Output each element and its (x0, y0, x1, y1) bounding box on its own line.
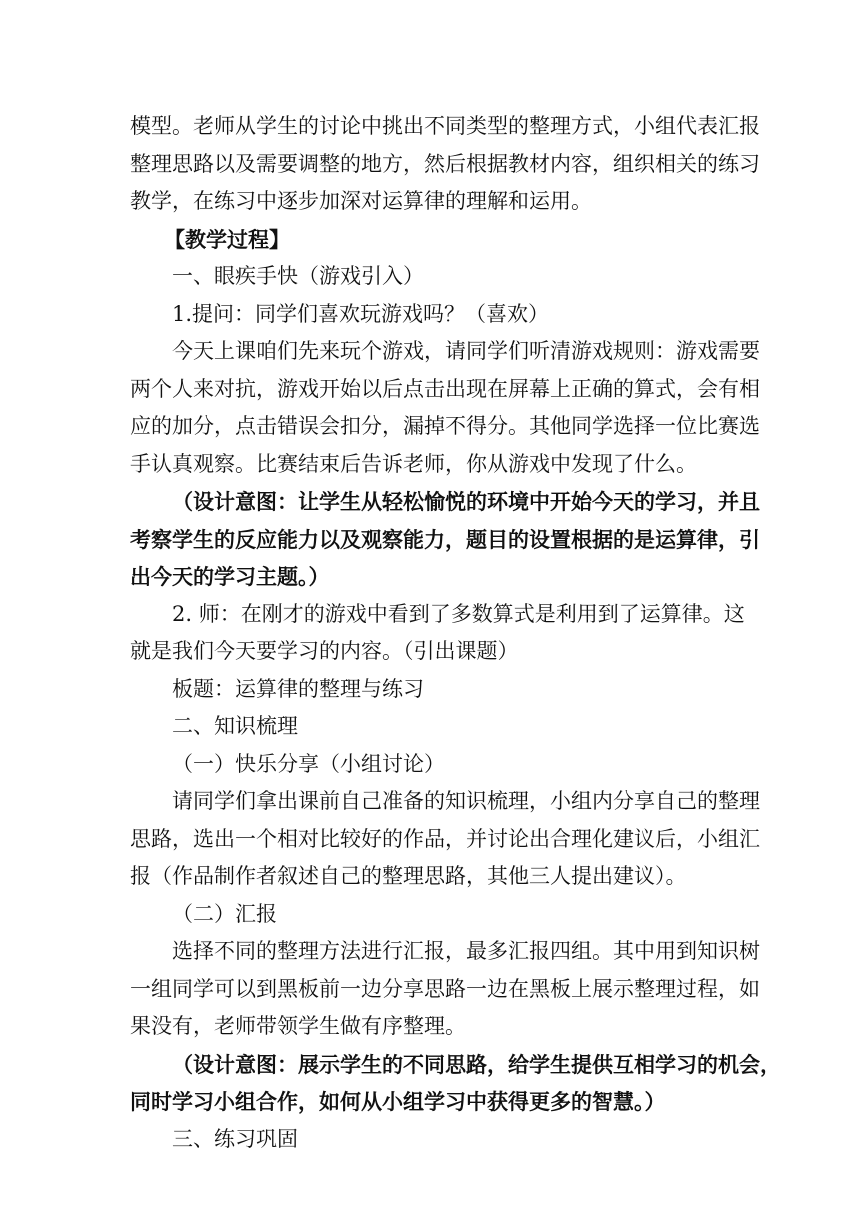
text-line: 1.提问：同学们喜欢玩游戏吗？（喜欢） (172, 301, 550, 326)
text-line: 思路，选出一个相对比较好的作品，并讨论出合理化建议后，小组汇 (130, 826, 760, 851)
text-line: 请同学们拿出课前自己准备的知识梳理，小组内分享自己的整理 (172, 789, 760, 813)
document-body (130, 108, 781, 1158)
text-line: 一组同学可以到黑板前一边分享思路一边在黑板上展示整理过程，如 (130, 976, 760, 1001)
text-line: 一、眼疾手快（游戏引入） (172, 264, 424, 288)
design-intent-line: 同时学习小组合作，如何从小组学习中获得更多的智慧。） (130, 1089, 666, 1114)
text-line: 板题：运算律的整理与练习 (172, 676, 424, 701)
text-line: 果没有，老师带领学生做有序整理。 (130, 1014, 466, 1038)
text-line: （二）汇报 (172, 901, 277, 926)
design-intent-line: 出今天的学习主题。） (130, 564, 330, 589)
section-heading: 【教学过程】 (164, 226, 290, 252)
text-line: 今天上课咱们先来玩个游戏，请同学们听清游戏规则：游戏需要 (172, 339, 760, 363)
text-line: （一）快乐分享（小组讨论） (172, 751, 445, 776)
text-line: 整理思路以及需要调整的地方，然后根据教材内容，组织相关的练习 (130, 151, 760, 176)
design-intent-line: 考察学生的反应能力以及观察能力，题目的设置根据的是运算律，引 (130, 526, 760, 552)
text-line: 报（作品制作者叙述自己的整理思路，其他三人提出建议）。 (130, 864, 687, 888)
text-line: 教学，在练习中逐步加深对运算律的理解和运用。 (130, 189, 592, 213)
text-line: 选择不同的整理方法进行汇报，最多汇报四组。其中用到知识树 (172, 939, 760, 963)
text-line: 手认真观察。比赛结束后告诉老师，你从游戏中发现了什么。 (130, 451, 697, 476)
text-line: 应的加分，点击错误会扣分，漏掉不得分。其他同学选择一位比赛选 (130, 414, 760, 438)
text-line: 二、知识梳理 (172, 714, 298, 738)
design-intent-line: （设计意图：让学生从轻松愉悦的环境中开始今天的学习，并且 (172, 489, 760, 514)
text-line: 三、练习巩固 (172, 1126, 298, 1151)
design-intent-line: （设计意图：展示学生的不同思路，给学生提供互相学习的机会， (172, 1051, 781, 1077)
text-line: 模型。老师从学生的讨论中挑出不同类型的整理方式，小组代表汇报 (130, 114, 760, 138)
text-line: 就是我们今天要学习的内容。（引出课题） (130, 639, 519, 663)
text-line: 2. 师：在刚才的游戏中看到了多数算式是利用到了运算律。这 (172, 601, 745, 626)
text-line: 两个人来对抗，游戏开始以后点击出现在屏幕上正确的算式，会有相 (130, 376, 760, 401)
